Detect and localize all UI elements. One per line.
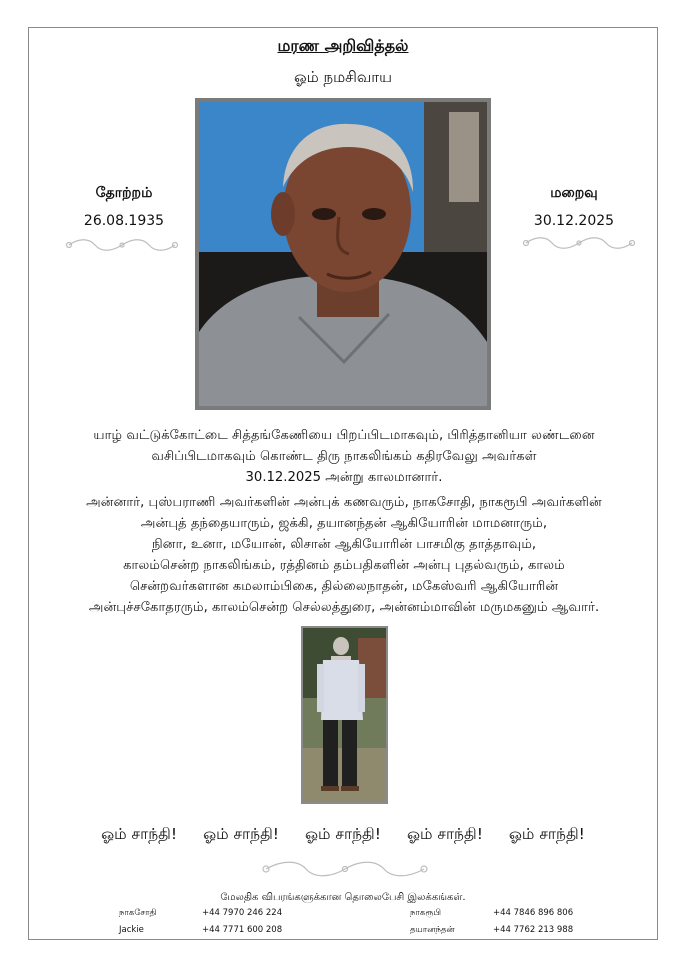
om-shanti-row	[29, 825, 657, 845]
contact-phone: +44 7771 600 208	[202, 925, 283, 935]
om-shanti-text: ஓம் சாந்தி!	[305, 825, 381, 843]
walking-photo	[301, 626, 388, 804]
flourish-bottom-ornament	[260, 858, 430, 880]
walking-image	[303, 628, 386, 802]
contact-name: தயானந்தன்	[410, 925, 455, 935]
birth-label: தோற்றம்	[95, 185, 153, 201]
om-shanti-text: ஓம் சாந்தி!	[508, 825, 585, 843]
death-block	[509, 185, 639, 229]
contact-phone: +44 7846 896 806	[493, 908, 574, 918]
om-shanti-text: ஓம் சாந்தி!	[406, 825, 483, 843]
death-date: 30.12.2025	[533, 213, 615, 229]
flourish-right-ornament	[522, 234, 636, 252]
family-line: அன்புச்சகோதரரும், காலம்சென்ற செல்லத்துரை, அன்னம்மாவின் மருமகனும் ஆவார்.	[88, 600, 600, 615]
family-line: நினா, உனா, மயோன், லிசான் ஆகியோரின் பாசமிகு தாத்தாவும்,	[151, 537, 537, 552]
notice-subtitle: ஓம் நமசிவாய	[294, 68, 392, 86]
contact-name: நாகரூபி	[410, 908, 442, 918]
contact-phone: +44 7970 246 224	[202, 908, 283, 918]
birth-block	[59, 185, 189, 229]
family-line: அன்புத் தந்தையாரும், ஜக்கி, தயானந்தன் ஆகியோரின் மாமனாரும்,	[140, 516, 548, 531]
notice-title: மரண அறிவித்தல்	[277, 36, 409, 55]
om-shanti-text: ஓம் சாந்தி!	[203, 825, 280, 843]
family-line: சென்றவர்களான கமலாம்பிகை, தில்லைநாதன், மகேஸ்வரி ஆகியோரின்	[129, 579, 559, 594]
contact-name: Jackie	[119, 925, 144, 935]
death-label: மறைவு	[550, 185, 598, 201]
portrait-image	[199, 102, 487, 406]
intro-paragraph	[37, 425, 651, 488]
contact-phone: +44 7762 213 988	[493, 925, 574, 935]
birth-date: 26.08.1935	[83, 213, 165, 229]
family-line: காலம்சென்ற நாகலிங்கம், ரத்தினம் தம்பதிகளின் அன்பு புதல்வரும், காலம்	[123, 558, 565, 573]
flourish-left-ornament	[65, 236, 179, 254]
om-shanti-text: ஓம் சாந்தி!	[101, 825, 178, 843]
obituary-card	[28, 27, 658, 940]
contact-name: நாகசோதி	[119, 908, 157, 918]
family-line: அன்னார், புஸ்பராணி அவர்களின் அன்புக் கணவரும், நாகசோதி, நாகரூபி அவர்களின்	[86, 495, 602, 510]
intro-line: 30.12.2025 அன்று காலமானார்.	[245, 470, 443, 485]
intro-line: வசிப்பிடமாகவும் கொண்ட திரு நாகலிங்கம் கதிரவேலு அவர்கள்	[151, 449, 537, 464]
family-paragraph	[37, 492, 651, 618]
intro-line: யாழ் வட்டுக்கோட்டை சித்தங்கேணியை பிறப்பிடமாகவும், பிரித்தானியா லண்டனை	[93, 428, 595, 443]
portrait-photo	[195, 98, 491, 410]
contacts-heading: மேலதிக விபரங்களுக்கான தொலைபேசி இலக்கங்கள்.	[220, 892, 466, 903]
